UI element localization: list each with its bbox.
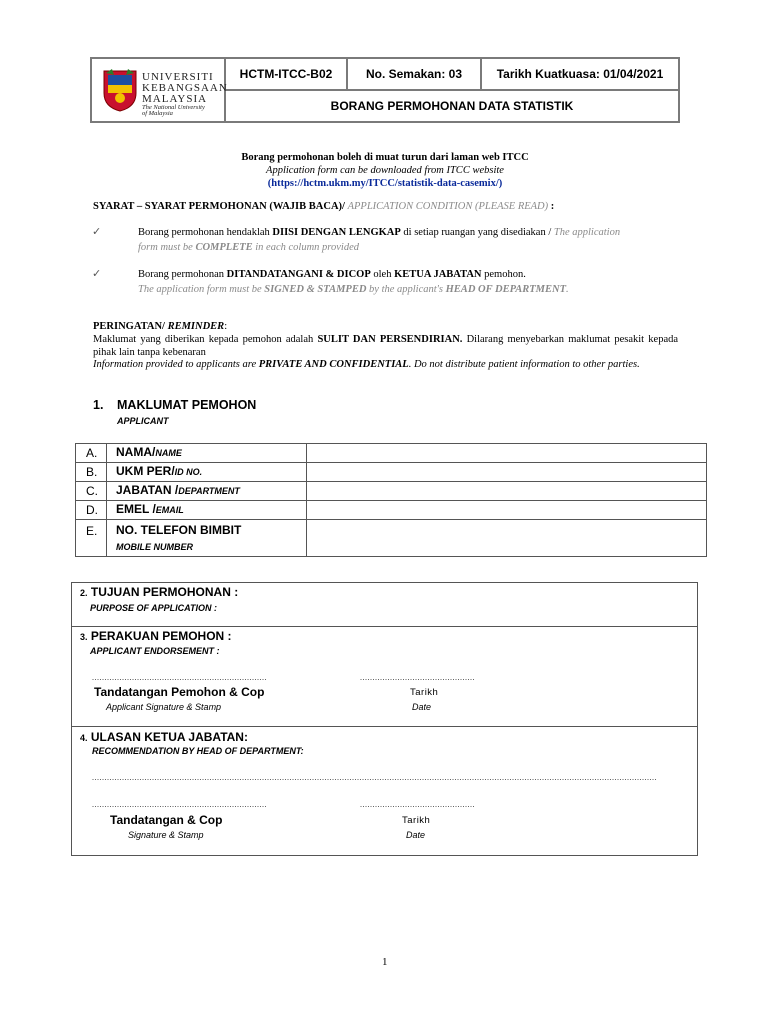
section1-title: MAKLUMAT PEMOHON (117, 398, 257, 412)
conditions-heading-ms: SYARAT – SYARAT PERMOHONAN (WAJIB BACA)/ (93, 201, 345, 212)
section3-title (80, 629, 232, 643)
section2-subtitle: PURPOSE OF APPLICATION : (90, 603, 218, 613)
cond2-ms-suffix: pemohon. (484, 269, 526, 280)
row-letter: D. (86, 503, 98, 517)
row-label-phone-en: MOBILE NUMBER (116, 542, 193, 552)
reminder-heading-ms: PERINGATAN/ (93, 321, 165, 332)
condition-item-1 (138, 225, 683, 255)
reminder-ms-suffix: Dilarang menyebarkan maklumat pesakit (466, 334, 645, 345)
cond2-en-c: . (566, 284, 569, 295)
section3-subtitle: APPLICANT ENDORSEMENT : (90, 646, 220, 656)
hod-date-label: Tarikh (402, 815, 431, 826)
logo-cell (92, 59, 226, 121)
row-letter: A. (86, 446, 98, 460)
hod-date-sub: Date (406, 830, 426, 840)
section2-title (80, 585, 238, 599)
section3-number: 3. (80, 632, 88, 642)
revision-number: No. Semakan: 03 (348, 59, 482, 91)
check-icon: ✓ (92, 268, 102, 280)
section1-number: 1. (93, 398, 104, 412)
reminder-heading (93, 321, 227, 332)
cond2-ms-prefix: Borang permohonan (138, 269, 225, 280)
endorsement-box (71, 582, 698, 856)
cond2-ms-mid: oleh (373, 269, 392, 280)
row-label-en: EMAIL (155, 505, 184, 515)
cond1-ms-prefix: Borang permohonan hendaklah (138, 227, 270, 238)
row-label-en: DEPARTMENT (178, 486, 240, 496)
logo-line3: MALAYSIA (142, 93, 208, 105)
reminder-ms-prefix: Maklumat yang diberikan kepada pemohon adalah (93, 334, 314, 345)
reminder-en-prefix: Information provided to applicants are (93, 359, 257, 370)
row-label-ms: UKM PER/ (116, 464, 175, 478)
reminder-en-suffix: . Do not distribute patient information to other (408, 359, 606, 370)
hod-signature-sub: Signature & Stamp (128, 830, 204, 840)
reminder-heading-en: REMINDER (167, 321, 225, 332)
row-label-id (116, 464, 202, 478)
document-header (90, 57, 680, 123)
name-field[interactable] (307, 444, 706, 462)
logo-line1: UNIVERSITI (142, 71, 214, 83)
conditions-heading-en: APPLICATION CONDITION (PLEASE READ) (347, 201, 549, 212)
logo-line4: The National University (142, 104, 205, 111)
reminder-ms-line2: kepada pihak lain tanpa kebenaran (93, 334, 679, 358)
section2-number: 2. (80, 588, 88, 598)
row-label-en: NAME (155, 448, 182, 458)
row-label-ms: NAMA/ (116, 445, 156, 459)
row-label-department (116, 483, 240, 497)
applicant-date-line[interactable]: .............................................. (360, 673, 475, 682)
cond1-ms-bold: DIISI DENGAN LENGKAP (272, 227, 401, 238)
hod-signature-line[interactable]: ...................................................................... (92, 800, 267, 809)
reminder-body (93, 334, 678, 372)
department-field[interactable] (307, 482, 706, 500)
applicant-table (75, 443, 707, 557)
section-divider (72, 726, 697, 727)
row-label-name (116, 445, 182, 459)
row-letter: E. (86, 524, 98, 538)
row-label-ms: EMEL / (116, 502, 156, 516)
intro-line2: Application form can be downloaded from ITCC website (266, 165, 504, 176)
cond2-ms-bold: DITANDATANGANI & DICOP (226, 269, 371, 280)
hod-signature-label: Tandatangan & Cop (110, 813, 223, 827)
section4-title (80, 730, 248, 744)
row-letter: B. (86, 465, 98, 479)
row-label-en: ID NO. (174, 467, 203, 477)
hod-date-line[interactable]: .............................................. (360, 800, 475, 809)
intro-line1: Borang permohonan boleh di muat turun dari laman web ITCC (241, 152, 529, 163)
cond2-ms-bold2: KETUA JABATAN (394, 269, 482, 280)
cond1-en-bold: COMPLETE (195, 242, 253, 253)
applicant-date-label: Tarikh (410, 687, 439, 698)
row-label-email (116, 502, 184, 516)
itcc-link[interactable]: (https://hctm.ukm.my/ITCC/statistik-data-casemix/) (267, 178, 503, 189)
row-label-ms: JABATAN / (116, 483, 179, 497)
conditions-heading (93, 201, 554, 212)
reminder-en-line2: parties. (607, 359, 640, 370)
reminder-en-bold: PRIVATE AND CONFIDENTIAL (258, 359, 409, 370)
page-number: 1 (382, 956, 388, 968)
reminder-ms-bold: SULIT DAN PERSENDIRIAN. (317, 334, 463, 345)
section1-subtitle: APPLICANT (117, 416, 169, 426)
conditions-heading-colon: : (550, 201, 555, 212)
ukm-crest-icon (100, 67, 140, 113)
row-label-phone: NO. TELEFON BIMBIT (116, 523, 242, 537)
cond1-en-c: in each column provided (255, 242, 359, 253)
row-letter: C. (86, 484, 98, 498)
doc-code: HCTM-ITCC-B02 (226, 59, 348, 91)
email-field[interactable] (307, 501, 706, 519)
check-icon: ✓ (92, 226, 102, 238)
applicant-signature-label: Tandatangan Pemohon & Cop (94, 685, 265, 699)
logo-line2: KEBANGSAAN (142, 82, 228, 94)
cond1-en-b: form must be (138, 242, 193, 253)
section4-title-text: ULASAN KETUA JABATAN: (90, 730, 248, 744)
cond2-en-bold2: HEAD OF DEPARTMENT (445, 284, 567, 295)
form-title: BORANG PERMOHONAN DATA STATISTIK (330, 99, 574, 113)
cond2-en-b: by the applicant's (369, 284, 444, 295)
effective-date: Tarikh Kuatkuasa: 01/04/2021 (482, 59, 678, 91)
cond1-ms-suffix: di setiap ruangan yang disediakan / (403, 227, 552, 238)
section3-title-text: PERAKUAN PEMOHON : (90, 629, 232, 643)
id-field[interactable] (307, 463, 706, 481)
reminder-heading-colon: : (224, 321, 228, 332)
phone-field[interactable] (307, 520, 706, 556)
applicant-signature-sub: Applicant Signature & Stamp (106, 702, 222, 712)
applicant-date-sub: Date (412, 702, 432, 712)
purpose-field[interactable] (322, 587, 692, 623)
section2-title-text: TUJUAN PERMOHONAN : (90, 585, 239, 599)
cond2-en-a: The application form must be (138, 284, 262, 295)
section4-subtitle: RECOMMENDATION BY HEAD OF DEPARTMENT: (92, 746, 304, 756)
section4-number: 4. (80, 733, 88, 743)
recommendation-line[interactable]: .................................................................................................................................................................................................................................. (92, 773, 657, 782)
section-divider (72, 626, 697, 627)
cond1-en-a: The application (553, 227, 621, 238)
applicant-signature-line[interactable]: ...................................................................... (92, 673, 267, 682)
logo-line5: of Malaysia (142, 110, 173, 117)
cond2-en-bold: SIGNED & STAMPED (264, 284, 367, 295)
condition-item-2 (138, 267, 683, 297)
